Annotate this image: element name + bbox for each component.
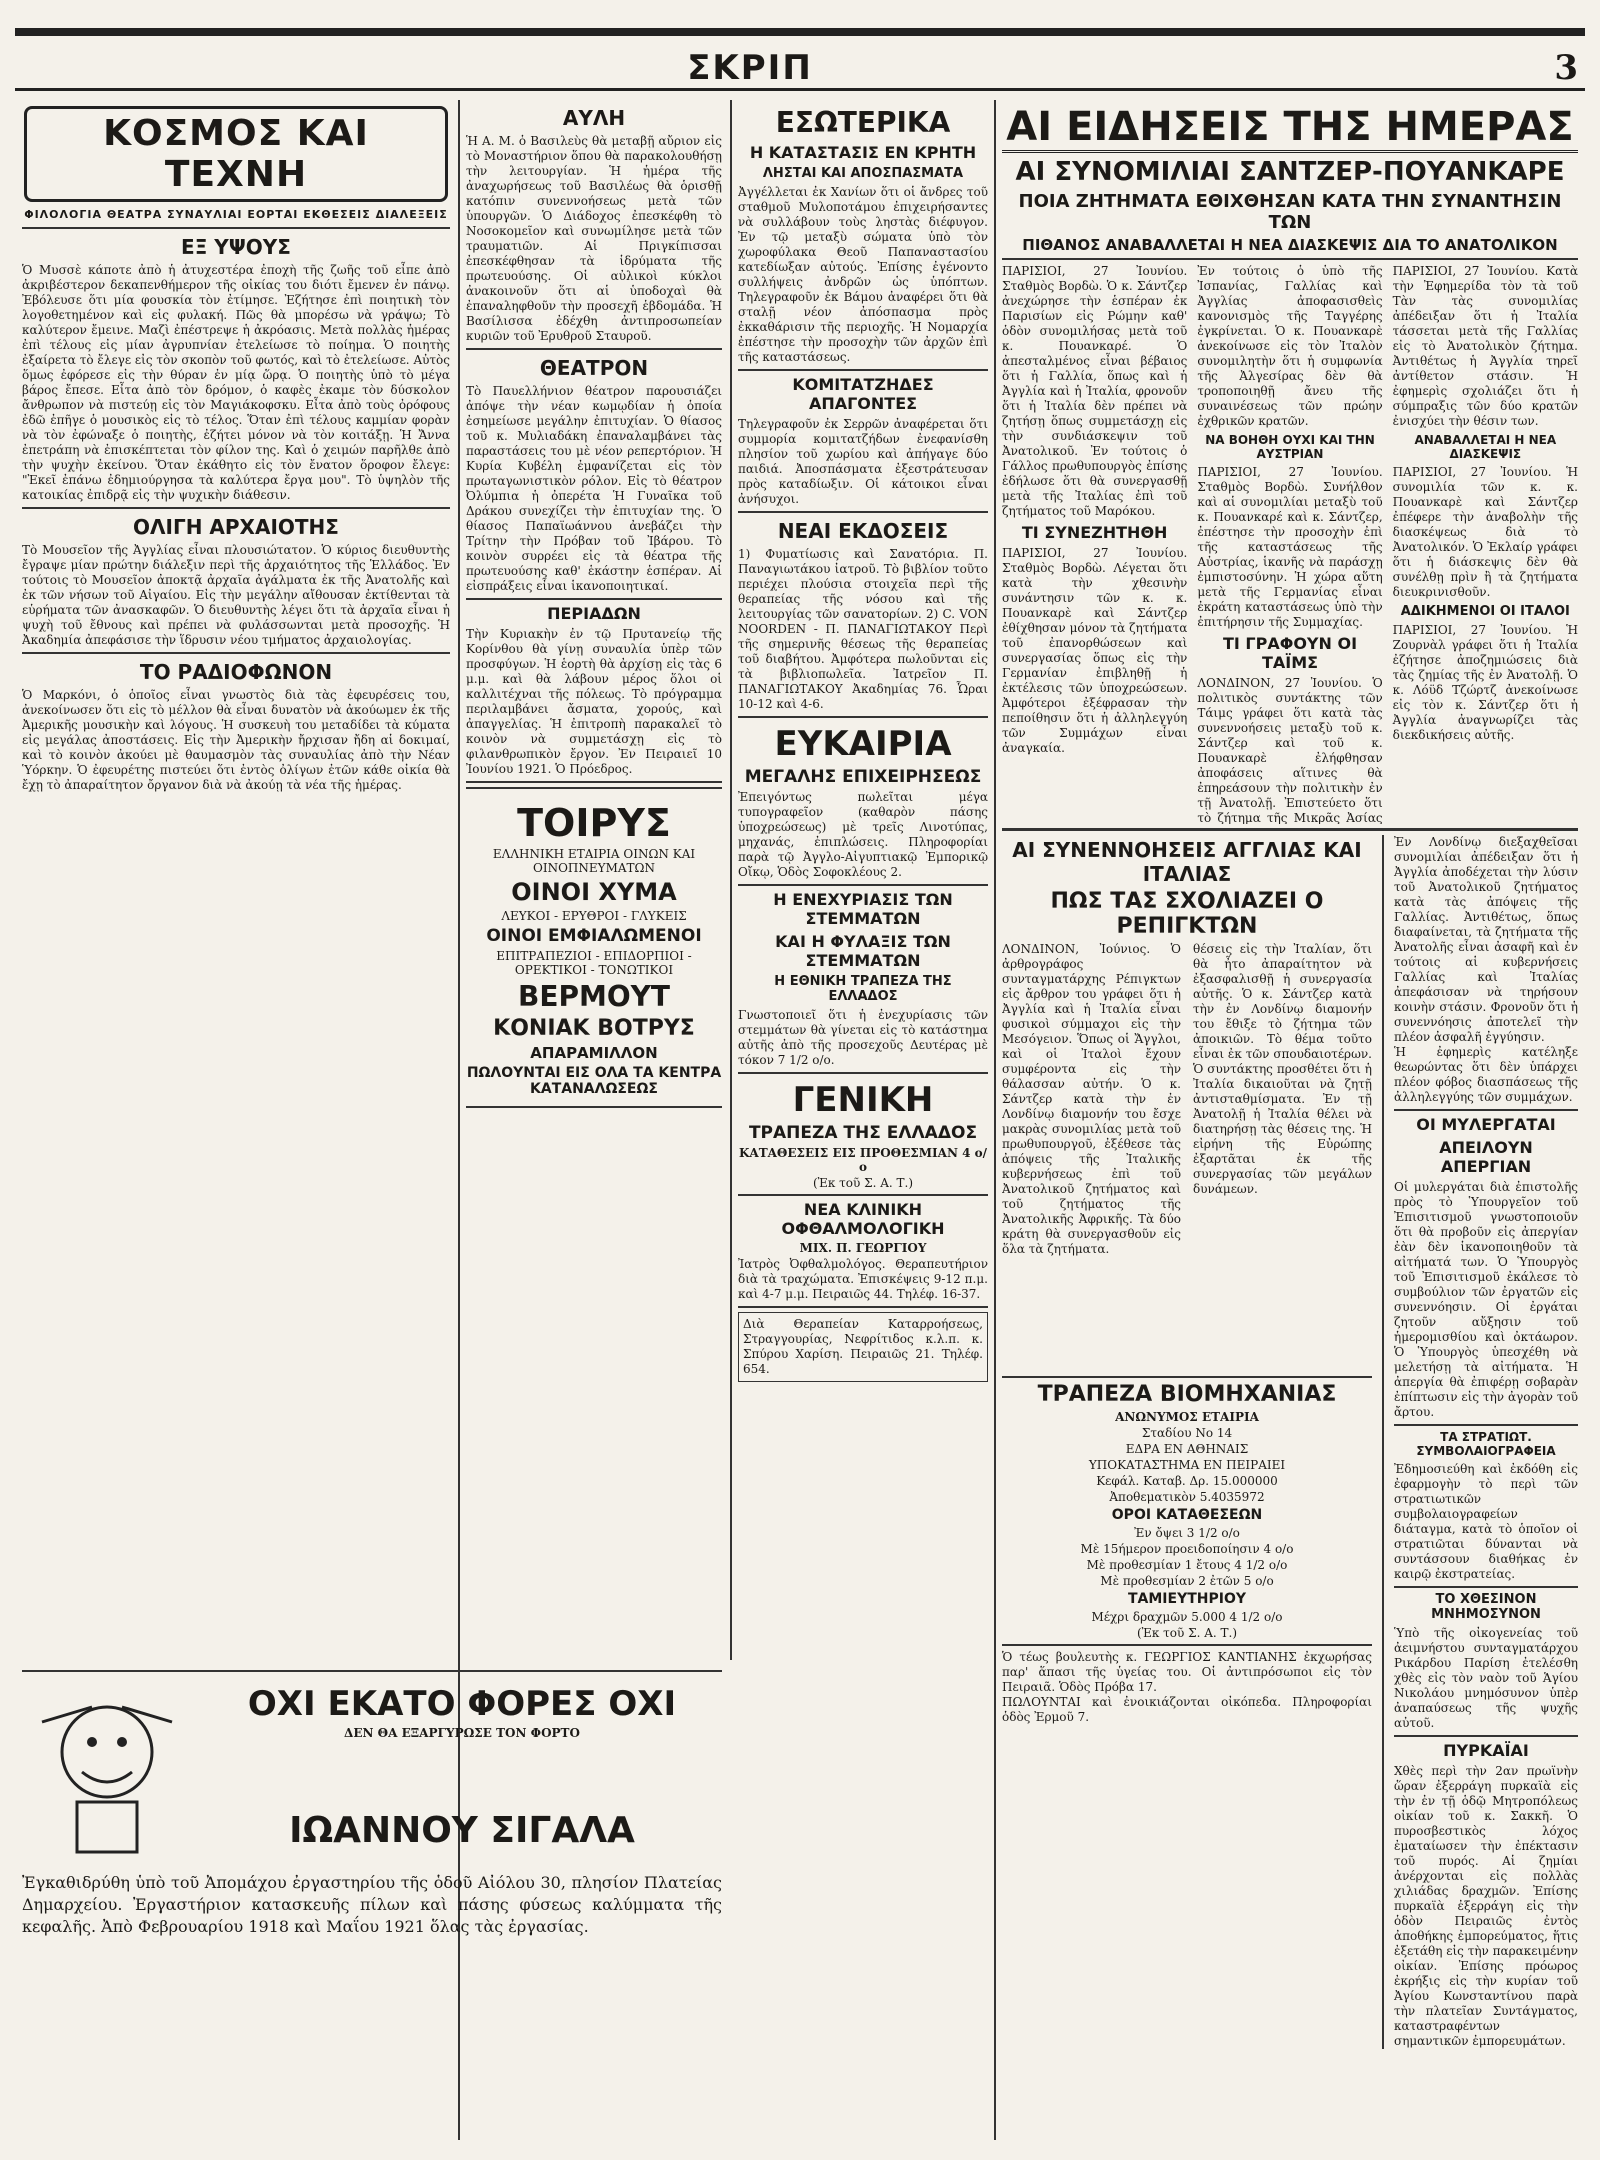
news-bottom xyxy=(1002,835,1578,2049)
news-sub-3: ΤΙ ΓΡΑΦΟΥΝ ΟΙ ΤΑΪΜΣ xyxy=(1222,634,1358,672)
ad-eukairia-sub: ΜΕΓΑΛΗΣ ΕΠΙΧΕΙΡΗΣΕΩΣ xyxy=(744,767,982,787)
ad-rent-text: ΠΩΛΟΥΝΤΑΙ καὶ ἐνοικιάζονται οἰκόπεδα. Πληροφορίαι ὁδὸς Ἐρμοῦ 7. xyxy=(1002,1695,1372,1724)
article-text-theatron: Τὸ Παυελλήνιον θέατρον παρουσιάζει ἀπόψε τὴν νέαν κωμῳδίαν ἡ ὁποία ἐσημείωσε μεγάλην ἐπιτυχίαν. Ὁ θίασος τοῦ κ. Μυλιαδάκη ἐπαναλαμβάνει τὰς παραστάσεις του μὲ νέον ρεπερτόριον. Ἡ Κυρία Κυβέλη ἐμφανίζεται εἰς τὸν πρωταγωνιστικὸν ρόλον. Εἰς τὸ θέατρον Ὀλύμπια ἡ ὀπερέτα Ἡ Γυναῖκα τοῦ Δράκου συνεχίζει τὴν ἐπιτυχίαν της. Ὁ θίασος Παπαϊωάννου ἀνεβάζει τὴν Τρίτην τὴν Πρόβαν τοῦ Ἰβάρου. Τὸ κοινὸν συρρέει εἰς τὰ θέατρα τῆς πρωτευούσης καθ' ἑκάστην ἑσπέραν. Αἱ εἰσπράξεις εἶναι ἱκανοποιητικαί. xyxy=(466,384,722,593)
article-title-stemmata: Η ΕΝΕΧΥΡΙΑΣΙΣ ΤΩΝ ΣΤΕΜΜΑΤΩΝ xyxy=(773,890,953,928)
news-headline-5: ΠΩΣ ΤΑΣ ΣΧΟΛΙΑΖΕΙ Ο ΡΕΠΙΓΚΤΩΝ xyxy=(1050,889,1324,939)
masthead-rule xyxy=(15,88,1585,91)
ad-toirys-brand: ΤΟΙΡΥΣ xyxy=(517,801,671,845)
ad-bank-rate-1: Ἐν ὄψει 3 1/2 ο/ο xyxy=(1134,1526,1240,1540)
news-text-6: ΠΑΡΙΣΙΟΙ, 27 Ἰουνίου. Κατὰ τὴν Ἐφημερίδα τὸν τὰ τοῦ Τὰν τὰς συνομιλίας ἀπέδειξαν ὅτι ἡ Ἰταλία τάσσεται μετὰ τῆς Γαλλίας εἰς τὸ Ἀνατολικὸν ζήτημα. Ἀντιθέτως ἡ Ἀγγλία τηρεῖ ἀντίθετον στάσιν. Ἡ ἐφημερὶς σχολιάζει ὅτι ἡ σύμπραξις τῶν δύο κρατῶν ἐνισχύει τὴν θέσιν των. xyxy=(1392,264,1578,428)
ad-toirys-l8: ΠΩΛΟΥΝΤΑΙ ΕΙΣ ΟΛΑ ΤΑ ΚΕΝΤΡΑ ΚΑΤΑΝΑΛΩΣΕΩΣ xyxy=(466,1065,722,1097)
ad-geniki-sub: ΤΡΑΠΕΖΑ ΤΗΣ ΕΛΛΑΔΟΣ xyxy=(748,1123,978,1143)
news-italy-section xyxy=(1002,835,1372,2049)
ad-sigala-sub: ΔΕΝ ΘΑ ΕΞΑΡΓΥΡΩΣΕ ΤΟΝ ΦΟΡΤΟ xyxy=(344,1726,580,1740)
news-text-1: ΠΑΡΙΣΙΟΙ, 27 Ἰουνίου. Σταθμὸς Βορδὼ. Ὁ κ. Σάντζερ ἀνεχώρησε τὴν ἑσπέραν ἐκ Παρισίων εἰς Ρώμην καθ' ὁδὸν συνομιλήσας μετὰ τοῦ κ. Πουανκαρέ. Ὁ ἀπεσταλμένος εἶναι βέβαιος ὅτι ἡ Γαλλία, ὅπως καὶ ἡ Ἀγγλία καὶ ἡ Ἰταλία, φρονοῦν ὅτι ἡ Ἰταλία δὲν πρέπει νὰ ζητήσῃ ὅπως συμμετάσχῃ εἰς τὴν συνδιάσκεψιν τοῦ Ἀνατολικοῦ. Ἐν τούτοις ὁ Γάλλος πρωθυπουργὸς ἐπίσης ἐδήλωσε ὅτι θὰ συνεργασθῇ μετὰ τῆς Ἰταλίας ἐπὶ τοῦ ζητήματος τοῦ Μαρόκου. xyxy=(1002,264,1188,518)
news-sub-1: ΝΑ ΒΟΗΘΗ ΟΥΧΙ ΚΑΙ ΤΗΝ ΑΥΣΤΡΙΑΝ xyxy=(1205,433,1375,461)
newspaper-name: ΣΚΡΙΠ xyxy=(687,48,813,88)
ad-toirys-l7: ΑΠΑΡΑΜΙΛΛΟΝ xyxy=(530,1044,658,1062)
ad-bank-sub: ΑΝΩΝΥΜΟΣ ΕΤΑΙΡΙΑ xyxy=(1115,1410,1259,1424)
ad-bank-l2: ΥΠΟΚΑΤΑΣΤΗΜΑ ΕΝ ΠΕΙΡΑΙΕΙ xyxy=(1088,1458,1286,1472)
article-text-ex-ypsous: Ὁ Μυσσὲ κάποτε ἀπὸ ἡ ἀτυχεστέρα ἐποχὴ τῆς ζωῆς τοῦ εἶπε ἀπὸ ἀκριβέστερον δεκαπενθήμερον τῆς οἰκίας του διότι ἔμενεν ἐν πάνῳ. Ἐβόλευσε ὅτι μία φουσκία τὸν ἐτίμησε. Ἐζήτησε ἐπὶ ποιητικὴ τὸν λογοθετημένον καὶ εἰς φυλακή. Πῶς θὰ μπορέσω νὰ γράψω; Τὸ καλύτερον ἔμεινε. Μαζὶ ἐπέστρεψε ἡ ἀκρόασις. Μετὰ πολλὰς ἡμέρας ἐπὶ τέλους εἰς μίαν ἀγρυπνίαν ἐτελείωσε τὸ ποίημα. Ὁ ποιητὴς ἐξαίρετα τὸ ἔλεγε εἰς τὸν σκοπὸν τοῦ φωτός, καὶ τὸ ἐτελείωσε. Αὐτὸς ὅμως ἐφόρεσε εἰς τὴν θύραν ἐν μίᾳ ὥρᾳ. Ὁ ποιητὴς ὑπὸ τὸ μέγα βάρος ἔπεσε. Εἶτα ἀπὸ τὸν δρόμον, ὁ καφὲς ἐκαμε τὸν δύσκολον ἄνθρωπον νὰ πιστεύῃ εἰς τὸν Μαγιάκοφσκυ. Εἶτα ἀπὸ τοὺς ὀρόφους ἐδῶ ἐπῆγε ὁ μουσικὸς εἰς τὸ τέλος. Ὅταν ἐπὶ τέλους καμμίαν φορὰν νὰ τὸν ἐφώναξε ὁ ποιητὴς, ἐζήτει μόνον νὰ τὸν κοιτάξῃ. Ἡ Ἄννα ἐπετράπη νὰ ἐπισκέπτεται τὸν φίλον της. Καὶ ὁ χειμών παρῆλθε ἀπὸ τὴν ψυχὴν ἐκείνου. Ὅταν ἐκάθητο εἰς τὸν ἔνατον ὅροφον ἔλεγε: "Ἐκεῖ ἐπάνω ἐδημιούργησα τὰ καλύτερα ἔργα μου". Τὸ ὑψηλὸν τῆς κατοικίας ἐπιδρᾷ εἰς τὴν ψυχικὴν διάθεσιν. xyxy=(22,263,450,502)
news-sub-6: ΑΔΙΚΗΜΕΝΟΙ ΟΙ ΙΤΑΛΟΙ xyxy=(1400,604,1570,619)
article-text-avli: Ἡ Α. Μ. ὁ Βασιλεὺς θὰ μεταβῇ αὔριον εἰς τὸ Μοναστήριον ὅπου θὰ παρακολουθήσῃ τὴν λειτουργίαν. Ἡ ἡμέρα τῆς ἀναχωρήσεως τοῦ Βασιλέως θὰ ὁρισθῇ κατόπιν συνεννοήσεως μετὰ τῶν ὑπουργῶν. Ὁ Διάδοχος ἐπεσκέφθη τὸ Νοσοκομεῖον καὶ συνωμίλησε μετὰ τῶν τραυματιῶν. Αἱ Πριγκίπισσαι ἐπεσκέφθησαν τὰ ἱδρύματα τῆς πρωτευούσης. Οἱ αὐλικοὶ κύκλοι ἀνακοινοῦν ὅτι αἱ ὑποδοχαὶ θὰ ἐπαναληφθοῦν τὴν προσεχῆ ἑβδομάδα. Ἡ Βασίλισσα ἐδέχθη ἀντιπροσωπείαν κυριῶν τοῦ Ἐρυθροῦ Σταυροῦ. xyxy=(466,134,722,343)
misc-subtitle-apergia: ΑΠΕΙΛΟΥΝ ΑΠΕΡΓΙΑΝ xyxy=(1439,1138,1533,1176)
news-columns-top xyxy=(1002,264,1578,824)
chef-illustration xyxy=(22,1682,192,1862)
ad-bank-reserve: Ἀποθεματικὸν 5.4035972 xyxy=(1109,1490,1265,1504)
ad-toirys-l1: ΟΙΝΟΙ ΧΥΜΑ xyxy=(511,878,677,906)
misc-text-pyrkaiai: Χθὲς περὶ τὴν 2αν πρωϊνὴν ὥραν ἐξερράγη πυρκαϊὰ εἰς τὴν ἐν τῇ ὁδῷ Μητροπόλεως οἰκίαν τοῦ κ. Σακκῆ. Ὁ πυροσβεστικὸς λόχος ἐματαίωσεν τὴν ἐπέκτασιν τοῦ πυρός. Αἱ ζημίαι ἀνέρχονται εἰς πολλὰς χιλιάδας δραχμῶν. Ἐπίσης πυρκαϊὰ ἐξερράγη εἰς τὴν ὁδὸν Πειραιῶς ἐντὸς ἀποθήκης ἐμπορεύματος, ἥτις ἐξετάθη εἰς τὴν παρακειμένην οἰκίαν. Ἐπίσης πρόωρος ἐκρήξις εἰς τὴν κυρίαν τοῦ Ἀγίου Κωνσταντίνου παρὰ τὴν πλατεῖαν Συντάγματος, καταστραφέντων σημαντικῶν ἐμπορευμάτων. xyxy=(1394,1764,1578,2048)
ad-sigala-name: ΙΩΑΝΝΟΥ ΣΙΓΑΛΑ xyxy=(289,1810,635,1851)
misc-title-pyrkaiai: ΠΥΡΚΑΪΑΙ xyxy=(1443,1741,1529,1760)
misc-text-symvolaiografeia: Ἐδημοσιεύθη καὶ ἐκδόθη εἰς ἐφαρμογὴν τὸ περὶ τῶν στρατιωτικῶν συμβολαιογραφείων διάταγμα, κατὰ τὸ ὁποῖον οἱ στρατιῶται δύνανται νὰ συντάσσουν διαθήκας ἐν καιρῷ ἐκστρατείας. xyxy=(1394,1462,1578,1581)
ad-clinic-text: Ἰατρὸς Ὀφθαλμολόγος. Θεραπευτήριον διὰ τὰ τραχώματα. Ἐπισκέψεις 9-12 π.μ. καὶ 4-7 μ.μ. Πειραιῶς 44. Τηλέφ. 16-37. xyxy=(738,1257,988,1301)
article-text-periadon: Τὴν Κυριακὴν ἐν τῷ Πρυτανείῳ τῆς Κορίνθου θὰ γίνῃ συναυλία ὑπὲρ τῶν προσφύγων. Ἡ ἑορτὴ θὰ ἀρχίσῃ εἰς τὰς 6 μ.μ. καὶ θὰ λάβουν μέρος ὅλοι οἱ καλλιτέχναι τῆς πόλεως. Τὸ πρόγραμμα περιλαμβάνει ἄσματα, χορούς, καὶ ἀπαγγελίας. Ἡ ἐπιτροπὴ παρακαλεῖ τὸ κοινὸν νὰ συμμετάσχῃ εἰς τὸ φιλανθρωπικὸν ἔργον. Ἐν Πειραιεῖ 10 Ἰουνίου 1921. Ὁ Πρόεδρος. xyxy=(466,627,722,776)
ad-sigala-text: Ἐγκαθιδρύθη ὑπὸ τοῦ Ἀπομάχου ἐργαστηρίου τῆς ὁδοῦ Αἰόλου 30, πλησίον Πλατείας Δημαρχείου. Ἐργαστήριον κατασκευῆς πίλων καὶ πάσης φύσεως καλύμματα τῆς κεφαλῆς. Ἀπὸ Φεβρουαρίου 1918 καὶ Μαΐου 1921 ὅλας τὰς ἐργασίας. xyxy=(22,1873,722,1936)
ad-therapy-text: Διὰ Θεραπείαν Καταρροήσεως, Στραγγουρίας, Νεφρίτιδος κ.λ.π. κ. Σπύρου Χαρίση. Πειραιῶς 21. Τηλέφ. 654. xyxy=(738,1312,988,1382)
news-main-title: ΑΙ ΕΙΔΗΣΕΙΣ ΤΗΣ ΗΜΕΡΑΣ xyxy=(1002,104,1578,153)
ad-geniki-text: ΚΑΤΑΘΕΣΕΙΣ ΕΙΣ ΠΡΟΘΕΣΜΙΑΝ 4 ο/ο xyxy=(738,1146,988,1174)
masthead xyxy=(0,0,1600,98)
article-title-theatron: ΘΕΑΤΡΟΝ xyxy=(539,356,649,380)
news-text-10: θέσεις εἰς τὴν Ἰταλίαν, ὅτι θὰ ἦτο ἀπαραίτητον νὰ ἐξασφαλισθῇ ἡ συνεργασία αὐτῆς. Ὁ κ. Σάντζερ κατὰ τὴν ἐν Λονδίνῳ διαμονήν του ἔθιξε τὸ ζήτημα τῶν ἀποικιῶν. Τὸ θέμα τοῦτο εἶναι ἐκ τῶν σπουδαιοτέρων. Ὁ συντάκτης προσθέτει ὅτι ἡ Ἰταλία δικαιοῦται νὰ ζητῇ ἀντισταθμίσματα. Ἐν τῇ Ἀνατολῇ ἡ Ἰταλία θέλει νὰ διατηρήσῃ τὰς θέσεις της. Ἡ εἰρήνη τῆς Εὐρώπης ἐξαρτᾶται ἐκ τῆς συνεργασίας τῶν μεγάλων δυνάμεων. xyxy=(1193,942,1372,1196)
article-bank-stemmata: Η ΕΘΝΙΚΗ ΤΡΑΠΕΖΑ ΤΗΣ ΕΛΛΑΔΟΣ xyxy=(774,974,952,1004)
ad-bank-l1: ΕΔΡΑ ΕΝ ΑΘΗΝΑΙΣ xyxy=(1125,1442,1249,1456)
news-text-7: ΠΑΡΙΣΙΟΙ, 27 Ἰουνίου. Ἡ συνομιλία τῶν κ. κ. Πουανκαρὲ καὶ Σάντζερ ἐπέφερε τὴν ἀναβολὴν τῆς διασκέψεως διὰ τὸ Ἀνατολικόν. Ὁ Ἐκλαίρ γράφει ὅτι ἡ διάσκεψις δὲν θὰ συνέλθῃ πρὶν ἢ τὰ ζητήματα διευκρινισθοῦν. xyxy=(1392,465,1578,599)
ad-toirys-l6: ΚΟΝΙΑΚ ΒΟΤΡΥΣ xyxy=(493,1016,695,1041)
ad-kantianis-text: Ὁ τέως βουλευτὴς κ. ΓΕΩΡΓΙΟΣ ΚΑΝΤΙΑΝΗΣ ἐκχωρήσας παρ' ἅπασι τῆς ὑγείας του. Οἱ ἀντιπρόσωποι εἰς τὸν Πειραιᾶ. Ὁδὸς Πρόβα 17. xyxy=(1002,1650,1372,1694)
misc-text-apergia: Οἱ μυλεργάται διὰ ἐπιστολῆς πρὸς τὸ Ὑπουργεῖον τοῦ Ἐπισιτισμοῦ γνωστοποιοῦν ὅτι θὰ προβοῦν εἰς ἀπεργίαν ἐὰν δὲν ἱκανοποιηθοῦν τὰ αἰτήματά των. Ὁ Ὑπουργὸς τοῦ Ἐπισιτισμοῦ ἐκάλεσε τὸ συμβούλιον τῶν ἐργατῶν εἰς συνεννόησιν. Οἱ ἐργάται ζητοῦν αὔξησιν τοῦ ἡμερομισθίου καὶ ὀκτάωρον. Ὁ Ὑπουργὸς ὑπεσχέθη νὰ μελετήσῃ τὰ αἰτήματα. Ἡ ἀπεργία θὰ ἐπιφέρῃ σοβαρὰν ἐπίπτωσιν εἰς τὴν ἀγορὰν τοῦ ἄρτου. xyxy=(1394,1180,1578,1419)
news-sub-2: ΤΙ ΣΥΝΕΖΗΤΗΘΗ xyxy=(1021,523,1168,542)
ad-toirys-l2: ΛΕΥΚΟΙ - ΕΡΥΘΡΟΙ - ΓΛΥΚΕΙΣ xyxy=(501,909,687,923)
ad-bank-note: (Ἐκ τοῦ Σ. Α. Τ.) xyxy=(1136,1626,1238,1640)
ad-eukairia-text: Ἐπειγόντως πωλεῖται μέγα τυπογραφεῖον (καθαρὸν πάσης ὑποχρεώσεως) μὲ τρεῖς Λινοτύπας, μηχανάς, ἐπιπλώσεις. Πληροφορίαι παρὰ τῷ Ἀγγλο-Αἰγυπτιακῷ Ἐμπορικῷ Οἴκῳ, Ὁδὸς Σοφοκλέους 2. xyxy=(738,790,988,879)
ad-bank-address: Σταδίου Νο 14 xyxy=(1141,1426,1233,1440)
section-title-esoterika: ΕΣΩΤΕΡΙΚΑ xyxy=(775,106,951,139)
ad-toirys-l4: ΕΠΙΤΡΑΠΕΖΙΟΙ - ΕΠΙΔΟΡΠΙΟΙ - ΟΡΕΚΤΙΚΟΙ - ΤΟΝΩΤΙΚΟΙ xyxy=(496,949,692,977)
misc-text-mnimosynon: Ὑπὸ τῆς οἰκογενείας τοῦ ἀειμνήστου συνταγματάρχου Ρικάρδου Παρίση ἐτελέσθη χθὲς εἰς τὸν ναὸν τοῦ Ἁγίου Νικολάου μνημόσυνον ὑπὲρ ἀναπαύσεως τῆς ψυχῆς αὐτοῦ. xyxy=(1394,1626,1578,1730)
article-title-avli: ΑΥΛΗ xyxy=(562,106,626,130)
misc-text-2: Ἡ ἐφημερὶς κατέληξε θεωρώντας ὅτι δὲν ὑπάρχει πλέον φόβος διασπάσεως τῆς ἀλληλεγγύης τῶν συμμάχων. xyxy=(1394,1045,1578,1104)
article-subtitle-stemmata: ΚΑΙ Η ΦΥΛΑΞΙΣ ΤΩΝ ΣΤΕΜΜΑΤΩΝ xyxy=(775,932,951,970)
ad-toirys-l5: ΒΕΡΜΟΥΤ xyxy=(517,980,671,1013)
news-headline-4: ΑΙ ΣΥΝΕΝΝΟΗΣΕΙΣ ΑΓΓΛΙΑΣ ΚΑΙ ΙΤΑΛΙΑΣ xyxy=(1012,838,1362,886)
article-title-periadon: ΠΕΡΙΑΔΩΝ xyxy=(547,604,641,623)
article-text-nea-ekdoseis: 1) Φυματίωσις καὶ Σανατόρια. Π. Παναγιωτάκου ἰατροῦ. Τὸ βιβλίον τοῦτο περιέχει πλούσια στοιχεῖα περὶ τῆς θεραπείας τῆς νόσου καὶ τῆς λειτουργίας τῶν σανατορίων. 2) C. VON NOORDEN - Π. ΠΑΝΑΓΙΩΤΑΚΟΥ Περὶ τῆς σημερινῆς θέσεως τῆς θεραπείας τοῦ διαβήτου. Ἀμφότερα πωλοῦνται εἰς τὰ βιβλιοπωλεῖα. Ἰατρεῖον Π. ΠΑΝΑΓΙΩΤΑΚΟΥ Ἀκαδημίας 76. Ὧραι 10-12 καὶ 4-6. xyxy=(738,547,988,711)
ad-geniki-note: (Ἐκ τοῦ Σ. Α. Τ.) xyxy=(812,1176,914,1190)
article-title-komitatzides: ΚΟΜΙΤΑΤΖΗΔΕΣ ΑΠΑΓΟΝΤΕΣ xyxy=(792,375,934,413)
news-sub-5: ΑΝΑΒΑΛΛΕΤΑΙ Η ΝΕΑ ΔΙΑΣΚΕΨΙΣ xyxy=(1414,433,1557,461)
ad-clinic-title: ΝΕΑ ΚΛΙΝΙΚΗ ΟΦΘΑΛΜΟΛΟΓΙΚΗ xyxy=(781,1200,945,1238)
top-rule xyxy=(15,28,1585,36)
section-title-kosmos: ΚΟΣΜΟΣ ΚΑΙ ΤΕΧΝΗ xyxy=(24,106,448,202)
misc-text-1: Ἐν Λονδίνῳ διεξαχθεῖσαι συνομιλίαι ἀπέδειξαν ὅτι ἡ Ἀγγλία ἀποδέχεται τὴν λύσιν τοῦ Ἀνατολικοῦ ζητήματος κατὰ τὰς ἀπόψεις τῆς Γαλλίας. Ἀντιθέτως, ὅπως διαφαίνεται, τὰ ζητήματα τῆς Ἀνατολῆς εἶναι ἀσαφῆ καὶ ἐν τούτοις αἱ κυβερνήσεις Γαλλίας καὶ Ἰταλίας ἀπεφάσισαν νὰ τηρήσουν κοινὴν στάσιν. Φρονοῦν ὅτι ἡ συνεννόησις ἀποτελεῖ τὴν πλέον ἀσφαλῆ ἐγγύησιν. xyxy=(1394,835,1578,1044)
ad-sigala-title: ΟΧΙ ΕΚΑΤΟ ΦΟΡΕΣ ΟΧΙ xyxy=(247,1684,677,1724)
ad-bank-savings-rate: Μέχρι δραχμῶν 5.000 4 1/2 ο/ο xyxy=(1091,1610,1283,1624)
article-text-komitatzides: Τηλεγραφοῦν ἐκ Σερρῶν ἀναφέρεται ὅτι συμμορία κομιτατζήδων ἐνεφανίσθη πλησίον τοῦ χωρίου καὶ ἀπήγαγε δύο παιδιά. Ἀποσπάσματα ἐξεστράτευσαν πρὸς καταδίωξιν. Οἱ κάτοικοι εἶναι ἀνήσυχοι. xyxy=(738,417,988,506)
article-title-kriti: Η ΚΑΤΑΣΤΑΣΙΣ ΕΝ ΚΡΗΤΗ xyxy=(749,143,977,162)
ad-bank-title: ΤΡΑΠΕΖΑ ΒΙΟΜΗΧΑΝΙΑΣ xyxy=(1037,1382,1337,1407)
ad-bank-rate-3: Μὲ προθεσμίαν 1 ἔτους 4 1/2 ο/ο xyxy=(1086,1558,1288,1572)
ad-bank-rate-2: Μὲ 15ήμερον προειδοποίησιν 4 ο/ο xyxy=(1080,1542,1294,1556)
news-headline-3: ΠΙΘΑΝΟΣ ΑΝΑΒΑΛΛΕΤΑΙ Η ΝΕΑ ΔΙΑΣΚΕΨΙΣ ΔΙΑ ΤΟ ΑΝΑΤΟΛΙΚΟΝ xyxy=(1022,236,1558,254)
ad-bank-terms: ΟΡΟΙ ΚΑΤΑΘΕΣΕΩΝ xyxy=(1111,1507,1263,1523)
ad-bank-savings: ΤΑΜΙΕΥΤΗΡΙΟΥ xyxy=(1127,1591,1246,1607)
article-text-oligi-archaiotis: Τὸ Μουσεῖον τῆς Ἀγγλίας εἶναι πλουσιώτατον. Ὁ κύριος διευθυντὴς ἔγραψε μίαν πρώτην διάλεξιν περὶ τῆς ἀρχαιότητος τῆς Ἑλλάδος. Ἐν τούτοις τὸ Μουσεῖον ἀποκτᾷ ἀρχαῖα ἀγάλματα ἐκ τῆς Ἀνατολῆς καὶ ἐκ τῶν νήσων τοῦ Αἰγαίου. Εἰς τὴν μεγάλην αἴθουσαν ἐκτίθενται τὰ εὑρήματα τῶν ἀνασκαφῶν. Ὁ διευθυντὴς λέγει ὅτι τὰ ἀρχαῖα εἶναι ἡ ψυχὴ τοῦ ἔθνους καὶ πρέπει νὰ φυλάσσωνται μετὰ προσοχῆς. Ἡ Ἀκαδημία ἀπεφάσισε τὴν ἵδρυσιν νέου τμήματος ἀρχαιολογίας. xyxy=(22,543,450,647)
news-text-3: ΠΑΡΙΣΙΟΙ, 27 Ἰουνίου. Σταθμὸς Βορδὼ. Συνήλθον καὶ αἱ συνομιλίαι μεταξὺ τοῦ κ. Πουανκαρέ καὶ κ. Σάντζερ, ἐπέστησε τὴν προσοχὴν ἐπὶ τῆς καταστάσεως τῆς Αὐστρίας, ἱκανῆς νὰ παράσχῃ ἐμπιστοσύνην. Ἡ χώρα αὕτη μετὰ τῆς Γερμανίας εἶναι ἐκράτη καταστάσεως ὑπὸ τὴν ἐπιτήρησιν τῆς Συμμαχίας. xyxy=(1197,465,1383,629)
ad-bank-capital: Κεφάλ. Καταβ. Δρ. 15.000000 xyxy=(1096,1474,1278,1488)
column-news xyxy=(1002,100,1578,2140)
article-title-oligi-archaiotis: ΟΛΙΓΗ ΑΡΧΑΙΟΤΗΣ xyxy=(133,515,339,539)
misc-title-mnimosynon: ΤΟ ΧΘΕΣΙΝΟΝ ΜΝΗΜΟΣΥΝΟΝ xyxy=(1431,1592,1541,1622)
ad-toirys-sub: ΕΛΛΗΝΙΚΗ ΕΤΑΙΡΙΑ ΟΙΝΩΝ ΚΑΙ ΟΙΝΟΠΝΕΥΜΑΤΩΝ xyxy=(492,847,696,875)
article-text-kriti: Ἀγγέλλεται ἐκ Χανίων ὅτι οἱ ἄνδρες τοῦ σταθμοῦ Μυλοποτάμου ἐπιχειρήσαντες νὰ συλλάβουν τοὺς ληστὰς διέφυγον. Ἐν τῷ μεταξὺ σώματα ὑπὸ τὸν χωροφύλακα Θεοῦ Παπαναστασίου κατεδίωξαν αὐτούς. Ἐπίσης ἐγένοντο συλλήψεις ἀνδρῶν ὡς ὑπόπτων. Τηλεγραφοῦν ἐκ Βάμου ἀναφέρει ὅτι θὰ σταλῇ νέον ἀπόσπασμα πρὸς ἐκκαθάρισιν τῆς περιοχῆς. Ἡ Νομαρχία ἐπέστησε τὴν προσοχὴν τῶν ἀρχῶν ἐπὶ τῆς καταστάσεως. xyxy=(738,185,988,364)
news-headline-1: ΑΙ ΣΥΝΟΜΙΛΙΑΙ ΣΑΝΤΖΕΡ-ΠΟΥΑΝΚΑΡΕ xyxy=(1015,157,1565,187)
ad-eukairia-title: ΕΥΚΑΙΡΙΑ xyxy=(774,724,952,764)
article-text-stemmata: Γνωστοποιεῖ ὅτι ἡ ἐνεχυρίασις τῶν στεμμάτων θὰ γίνεται εἰς τὸ κατάστημα αὐτῆς ἀπὸ τῆς προσεχοῦς Δευτέρας μὲ τόκον 7 1/2 ο/ο. xyxy=(738,1008,988,1067)
ad-toirys-l3: ΟΙΝΟΙ ΕΜΦΙΑΛΩΜΕΝΟΙ xyxy=(486,926,702,946)
section-subtitle: ΦΙΛΟΛΟΓΙΑ ΘΕΑΤΡΑ ΣΥΝΑΥΛΙΑΙ ΕΟΡΤΑΙ ΕΚΘΕΣΕΙΣ ΔΙΑΛΕΞΕΙΣ xyxy=(24,208,448,221)
misc-title-symvolaiografeia: ΤΑ ΣΤΡΑΤΙΩΤ. ΣΥΜΒΟΛΑΙΟΓΡΑΦΕΙΑ xyxy=(1416,1430,1556,1458)
news-text-9: ΛΟΝΔΙΝΟΝ, Ἰούνιος. Ὁ ἀρθρογράφος συνταγματάρχης Ρέπιγκτων εἰς ἄρθρον του γράφει ὅτι ἡ Ἀγγλία καὶ ἡ Ἰταλία εἶναι φυσικοὶ σύμμαχοι εἰς τὴν Μεσόγειον. Ὅπως οἱ Ἄγγλοι, καὶ οἱ Ἰταλοὶ ἔχουν συμφέροντα εἰς τὴν θάλασσαν αὐτήν. Ὁ κ. Σάντζερ κατὰ τὴν ἐν Λονδίνῳ διαμονήν του ἔσχε μακρὰς συνομιλίας μετὰ τοῦ πρωθυπουργοῦ, ἐξέθεσε τὰς ἀπόψεις τῆς Ἰταλικῆς κυβερνήσεως ἐπὶ τοῦ Ἀνατολικοῦ ζητήματος καὶ τοῦ ζητήματος τῆς Ἀνατολικῆς Ἀφρικῆς. Τὰ δύο κράτη θὰ συνεργασθοῦν εἰς ὅλα τὰ ζητήματα. xyxy=(1002,942,1181,1256)
article-title-radiofonon: ΤΟ ΡΑΔΙΟΦΩΝΟΝ xyxy=(139,660,333,684)
article-title-ex-ypsous: ΕΞ ΥΨΟΥΣ xyxy=(181,235,291,259)
ad-toirys xyxy=(466,787,722,1108)
news-text-2: Ἐν τούτοις ὁ ὑπὸ τῆς Ἰσπανίας, Γαλλίας καὶ Ἀγγλίας ἀποφασισθεὶς κανονισμὸς τῆς Ταγγέρης ἐγκρίνεται. Ὁ κ. Πουανκαρὲ ἀνεκοίνωσε εἰς τὸν Ἰταλὸν συνομιλητὴν ὅτι ἡ συμφωνία τῆς Ἀλγεσίρας δὲν θὰ τροποποιηθῇ ἄνευ τῆς συναινέσεως τῶν πρώην ἐχθρικῶν κρατῶν. xyxy=(1197,264,1383,428)
misc-title-mylergatai: ΟΙ ΜΥΛΕΡΓΑΤΑΙ xyxy=(1416,1115,1556,1134)
news-text-4: ΠΑΡΙΣΙΟΙ, 27 Ἰουνίου. Σταθμὸς Βορδὼ. Λέγεται ὅτι κατὰ τὴν χθεσινὴν συνάντησιν τῶν κ. κ. Πουανκαρὲ καὶ Σάντζερ ἐθίχθησαν μόνον τὰ ζητήματα τοῦ ἐπανορθώσεων καὶ συνεργασίας ὅπως εἰς τὴν Γερμανίαν ἐπιβληθῇ ἡ ἐκτέλεσις τῶν ὑποχρεώσεων. Ἀμφότεροι ἐξέφρασαν τὴν πεποίθησιν ὅτι ἡ ἀλληλεγγύη τῶν Συμμάχων εἶναι ἀναγκαία. xyxy=(1002,546,1188,755)
ad-clinic-sub: ΜΙΧ. Π. ΓΕΩΡΓΙΟΥ xyxy=(799,1241,927,1255)
news-text-5: ΛΟΝΔΙΝΟΝ, 27 Ἰουνίου. Ὁ πολιτικὸς συντάκτης τῶν Τάιμς γράφει ὅτι κατὰ τὰς συνεννοήσεις μεταξὺ τοῦ κ. Σάντζερ καὶ τοῦ κ. Πουανκαρὲ ἐλήφθησαν ἀποφάσεις αἵτινες θὰ ἐπηρεάσουν τὴν πολιτικὴν ἐν τῇ Ἀνατολῇ. Ἐπιστεύετο ὅτι τὸ ζήτημα τῆς Μικρᾶς Ἀσίας xyxy=(1197,676,1383,824)
news-text-8: ΠΑΡΙΣΙΟΙ, 27 Ἰουνίου. Ἡ Ζουρνὰλ γράφει ὅτι ἡ Ἰταλία ἐζήτησε ἀποζημιώσεις διὰ τὰς ζημίας τῆς ἐν Ἀνατολῇ. Ὁ κ. Λόϋδ Τζώρτζ ἀνεκοίνωσε εἰς τὸν κ. Σάντζερ ὅτι ἡ Ἀγγλία ἀναγνωρίζει τὰς διεκδικήσεις αὐτῆς. xyxy=(1392,623,1578,742)
ad-bank-rate-4: Μὲ προθεσμίαν 2 ἐτῶν 5 ο/ο xyxy=(1100,1574,1274,1588)
article-title-nea-ekdoseis: ΝΕΑΙ ΕΚΔΟΣΕΙΣ xyxy=(777,519,949,543)
ad-geniki-title: ΓΕΝΙΚΗ xyxy=(792,1080,934,1120)
article-text-radiofonon: Ὁ Μαρκόνι, ὁ ὁποῖος εἶναι γνωστὸς διὰ τὰς ἐφευρέσεις του, ἀνεκοίνωσεν ὅτι εἰς τὸ μέλλον θὰ εἶναι δυνατὸν νὰ ἀκούωμεν ἐκ τῆς Ἀμερικῆς μουσικὴν καὶ λόγους. Ἡ συσκευὴ του μεταδίδει τὰ κύματα εἰς μεγάλας ἀποστάσεις. Εἰς τὴν Ἀμερικὴν ἤρχισαν ἤδη αἱ δοκιμαί, καὶ τὸ κοινὸν ἀκούει μὲ θαυμασμὸν τὰς συναυλίας ἀπὸ τὴν Νέαν Ὑόρκην. Ὁ ἐφευρέτης πιστεύει ὅτι ἐντὸς ὀλίγων ἐτῶν κάθε οἰκία θὰ ἔχῃ τὸ ἀπαραίτητον ὄργανον διὰ νὰ ἀκούῃ τὰ νέα τῆς ἡμέρας. xyxy=(22,688,450,792)
ad-sigala xyxy=(22,1670,722,2142)
news-headline-2: ΠΟΙΑ ΖΗΤΗΜΑΤΑ ΕΘΙΧΘΗΣΑΝ ΚΑΤΑ ΤΗΝ ΣΥΝΑΝΤΗΣΙΝ ΤΩΝ xyxy=(1018,191,1562,233)
article-subtitle-kriti: ΛΗΣΤΑΙ ΚΑΙ ΑΠΟΣΠΑΣΜΑΤΑ xyxy=(762,166,964,181)
page-number: 3 xyxy=(1554,48,1578,88)
column-domestic xyxy=(738,100,988,2140)
column-misc xyxy=(1394,835,1578,2049)
